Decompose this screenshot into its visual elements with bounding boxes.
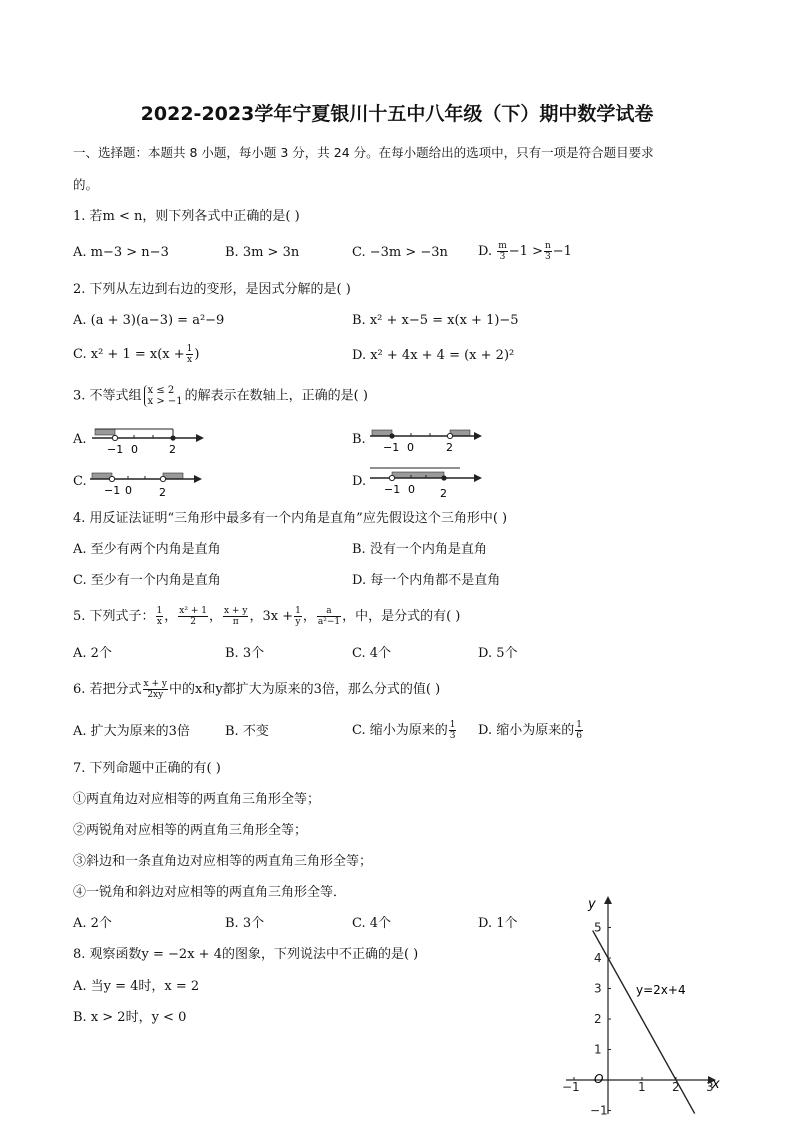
q6-option-c[interactable]: C. 缩小为原来的 $\frac{1}{3}$ <box>352 720 456 741</box>
q2-c-fraction: $\frac{1}{x}$ <box>186 344 193 365</box>
function-graph <box>560 892 730 1118</box>
q2-option-a[interactable]: A. (a + 3)(a−3) = a²−9 <box>73 313 225 328</box>
q3-d-tick-0: 0 <box>408 483 415 496</box>
x-tick-label: 1 <box>638 1080 646 1094</box>
q1-option-b[interactable]: B. 3m > 3n <box>225 245 300 260</box>
q3-d-tick-neg1: −1 <box>384 483 401 496</box>
y-tick-label: 4 <box>594 951 602 965</box>
q5-fraction-1: $\frac{1}{x}$ <box>156 606 163 627</box>
q3-b-tick-0: 0 <box>407 441 414 454</box>
q5-fraction-3: $\frac{x + y}{\pi}$ <box>224 606 248 627</box>
q4-option-a[interactable]: A. 至少有两个内角是直角 <box>73 542 221 557</box>
q1-stem: 1. 若m < n，则下列各式中正确的是( ) <box>73 209 300 224</box>
section-heading-line1: 一、选择题：本题共 8 小题，每小题 3 分，共 24 分。在每小题给出的选项中，只有一项是符合题目要求 <box>73 145 654 160</box>
q7-statement-3: ③斜边和一条直角边对应相等的两直角三角形全等； <box>73 854 373 869</box>
q1-option-d[interactable]: D. $\frac{m}{3}$ −1 > $\frac{n}{3}$ −1 <box>478 241 572 262</box>
x-tick-label: 3 <box>706 1080 714 1094</box>
q7-statement-2: ②两锐角对应相等的两直角三角形全等； <box>73 823 308 838</box>
y-tick-label: 1 <box>594 1042 602 1057</box>
q7-option-c[interactable]: C. 4个 <box>352 916 392 931</box>
x-tick-label: 2 <box>672 1080 680 1094</box>
q5-stem: 5. 下列式子： $\frac{1}{x}$ ， $\frac{\text{x² + 1}}{2}$ ， $\frac{x + y}{\pi}$ ，3x + $\frac{1}{y}$ ， $\frac{a}{\text{a²−1}}$ ，中，是分式的有( ) <box>73 606 461 627</box>
q5-fraction-4: $\frac{1}{y}$ <box>295 606 301 627</box>
q2-option-d[interactable]: D. x² + 4x + 4 = (x + 2)² <box>352 348 515 363</box>
axis-x-label: x <box>712 1077 720 1092</box>
q5-fraction-2: $\frac{\text{x² + 1}}{2}$ <box>179 606 207 627</box>
q2-option-c[interactable]: C. x² + 1 = x(x + $\frac{1}{x}$ ) <box>73 344 200 365</box>
q1-option-a[interactable]: A. m−3 > n−3 <box>73 245 169 260</box>
q8-option-a[interactable]: A. 当y = 4时，x = 2 <box>73 979 200 994</box>
q1-option-c[interactable]: C. −3m > −3n <box>352 245 448 260</box>
q3-a-tick-neg1: −1 <box>107 443 124 456</box>
page-title: 2022-2023学年宁夏银川十五中八年级（下）期中数学试卷 <box>140 103 654 125</box>
q6-option-a[interactable]: A. 扩大为原来的3倍 <box>73 724 190 739</box>
q3-b-tick-neg1: −1 <box>383 441 400 454</box>
section-heading-line2: 的。 <box>73 177 99 192</box>
q5-fraction-5: $\frac{a}{\text{a²−1}}$ <box>317 606 341 627</box>
q7-statement-1: ①两直角边对应相等的两直角三角形全等； <box>73 792 321 807</box>
q3-option-c-numberline[interactable] <box>88 464 208 502</box>
q3-c-tick-2: 2 <box>159 486 166 499</box>
y-tick-label: 2 <box>594 1012 602 1026</box>
q6-d-fraction: $\frac{1}{6}$ <box>576 720 582 741</box>
origin-label: O <box>594 1072 604 1086</box>
q3-b-tick-2: 2 <box>446 441 453 454</box>
axis-y-label: y <box>588 897 596 912</box>
q3-option-d-label[interactable]: D. <box>352 474 367 489</box>
q8-stem: 8. 观察函数y = −2x + 4的图象，下列说法中不正确的是( ) <box>73 947 419 962</box>
q2-option-b[interactable]: B. x² + x−5 = x(x + 1)−5 <box>352 313 519 328</box>
q7-option-d[interactable]: D. 1个 <box>478 916 518 931</box>
q3-option-c-label[interactable]: C. <box>73 474 87 489</box>
q8-option-b[interactable]: B. x > 2时，y < 0 <box>73 1010 187 1025</box>
q3-option-b-numberline[interactable] <box>368 420 488 458</box>
y-tick-label: 5 <box>594 920 602 935</box>
q5-option-d[interactable]: D. 5个 <box>478 646 518 661</box>
q4-option-d[interactable]: D. 每一个内角都不是直角 <box>352 573 501 588</box>
q7-stem: 7. 下列命题中正确的有( ) <box>73 761 221 776</box>
x-tick-label: −1 <box>562 1080 580 1094</box>
q4-option-c[interactable]: C. 至少有一个内角是直角 <box>73 573 221 588</box>
q5-option-c[interactable]: C. 4个 <box>352 646 392 661</box>
q3-stem: 3. 不等式组 x ≤ 2 x > −1 的解表示在数轴上，正确的是( ) <box>73 385 368 407</box>
q3-a-tick-0: 0 <box>131 443 138 456</box>
q4-stem: 4. 用反证法证明“三角形中最多有一个内角是直角”应先假设这个三角形中( ) <box>73 511 508 526</box>
q6-option-b[interactable]: B. 不变 <box>225 724 269 739</box>
q7-option-a[interactable]: A. 2个 <box>73 916 112 931</box>
q3-c-tick-0: 0 <box>125 484 132 497</box>
q3-c-tick-neg1: −1 <box>104 484 121 497</box>
q1-d-fraction-1: $\frac{m}{3}$ <box>498 241 507 262</box>
q3-option-b-label[interactable]: B. <box>352 432 366 447</box>
q3-option-a-label[interactable]: A. <box>73 432 87 447</box>
y-tick-label: 3 <box>594 981 602 996</box>
q6-option-d[interactable]: D. 缩小为原来的 $\frac{1}{6}$ <box>478 720 582 741</box>
q6-fraction: $\frac{x + y}{2xy}$ <box>143 679 167 700</box>
q3-inequality-system: x ≤ 2 x > −1 <box>144 385 183 407</box>
q1-d-fraction-2: $\frac{n}{3}$ <box>544 241 551 262</box>
q3-option-d-numberline[interactable] <box>368 460 488 502</box>
q2-stem: 2. 下列从左边到右边的变形，是因式分解的是( ) <box>73 282 351 297</box>
q6-c-fraction: $\frac{1}{3}$ <box>449 720 456 741</box>
function-line-label: y=2x+4 <box>636 983 686 997</box>
q7-statement-4: ④一锐角和斜边对应相等的两直角三角形全等． <box>73 885 347 900</box>
q5-option-b[interactable]: B. 3个 <box>225 646 265 661</box>
q3-d-tick-2: 2 <box>440 487 447 500</box>
q3-option-a-numberline[interactable] <box>90 420 210 458</box>
y-tick-label: −1 <box>590 1103 608 1118</box>
q6-stem: 6. 若把分式 $\frac{x + y}{2xy}$ 中的x和y都扩大为原来的3倍，那么分式的值( ) <box>73 679 441 700</box>
q3-a-tick-2: 2 <box>169 443 176 456</box>
q4-option-b[interactable]: B. 没有一个内角是直角 <box>352 542 487 557</box>
q5-option-a[interactable]: A. 2个 <box>73 646 112 661</box>
q7-option-b[interactable]: B. 3个 <box>225 916 265 931</box>
